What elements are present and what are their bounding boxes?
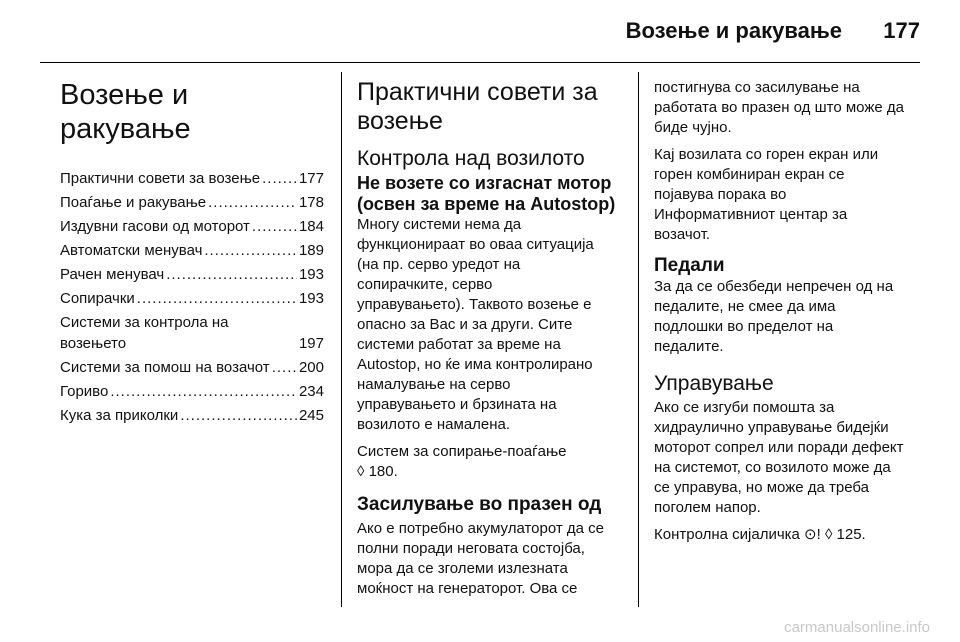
- toc-leader: [128, 333, 297, 354]
- toc-page: 193: [298, 290, 324, 307]
- steering-heading: Управување: [654, 372, 774, 395]
- watermark: carmanualsonline.info: [784, 619, 930, 636]
- brake-reference[interactable]: Систем за сопирање-поаѓање ◊ 180.: [357, 443, 567, 480]
- toc-item[interactable]: [60, 240, 324, 261]
- toc-item[interactable]: [60, 357, 324, 378]
- column-divider: [638, 72, 639, 607]
- toc-item[interactable]: [60, 288, 324, 309]
- idle-paragraph: Ако е потребно акумулаторот да се полни поради неговата состојба, мора да се зголеми излезната моќност на генераторот. Ова се: [357, 520, 605, 597]
- toc-page: 177: [298, 170, 324, 187]
- toc-page: 184: [298, 218, 324, 235]
- toc-leader: [137, 288, 297, 309]
- toc-item[interactable]: [60, 405, 324, 426]
- toc-leader: [166, 264, 297, 285]
- toc-label: Практични совети за возење: [60, 170, 261, 187]
- toc-leader: [208, 192, 297, 213]
- warning-light-reference[interactable]: Контролна сијаличка ⊙! ◊ 125.: [654, 526, 866, 543]
- content-column-1: [357, 72, 625, 606]
- toc-item[interactable]: [60, 381, 324, 402]
- idle-heading: Засилување во празен од: [357, 494, 602, 515]
- display-paragraph: Кај возилата со горен екран или горен комбиниран екран се појавува порака во Информативниот центар за возачот.: [654, 146, 879, 243]
- page-number: 177: [883, 18, 920, 43]
- steering-paragraph: Ако се изгуби помошта за хидраулично управување бидејќи моторот сопрел или поради дефект на системот, со возилото може да се управува, но може да треба поголем напор.: [654, 399, 904, 516]
- toc-page: 193: [298, 266, 324, 283]
- toc-leader: [110, 381, 297, 402]
- toc-page: 234: [298, 383, 324, 400]
- toc-leader: [262, 168, 297, 189]
- toc-page: 245: [298, 407, 324, 424]
- toc-item[interactable]: [60, 216, 324, 237]
- toc-leader: [180, 405, 297, 426]
- content-column-2: [654, 78, 926, 552]
- toc-item[interactable]: [60, 168, 324, 189]
- toc-label: Издувни гасови од моторот: [60, 218, 250, 235]
- toc-label: Рачен менувач: [60, 266, 165, 283]
- engine-off-heading: Не возете со изгаснат мотор (освен за време на Autostop): [357, 173, 616, 214]
- toc-label: Автоматски менувач: [60, 242, 203, 259]
- pedals-heading: Педали: [654, 255, 725, 276]
- toc-leader: [272, 357, 297, 378]
- section-title: Практични совети за возење: [357, 78, 598, 135]
- toc-item[interactable]: [60, 192, 324, 213]
- column-divider: [341, 72, 342, 607]
- header-rule: [40, 62, 920, 63]
- toc-page: 197: [298, 335, 324, 352]
- toc-column: [60, 72, 324, 429]
- toc-page: 178: [298, 194, 324, 211]
- toc-item[interactable]: [60, 312, 324, 354]
- idle-paragraph-continued: постигнува со засилување на работата во празен од што може да биде чујно.: [654, 79, 904, 136]
- engine-off-paragraph: Многу системи нема да функционираат во оваа ситуација (на пр. серво уредот на сопирачките, серво управувањето). Таквото возење е опасно за Вас и за други. Сите системи работат за време на Autostop, но ќе има контролирано намалување на серво управувањето и брзината на возилото е намалена.: [357, 216, 594, 433]
- toc-label: возењето: [60, 335, 127, 352]
- toc-page: 200: [298, 359, 324, 376]
- toc-label: Поаѓање и ракување: [60, 194, 207, 211]
- toc-item[interactable]: [60, 264, 324, 285]
- toc-label: Гориво: [60, 383, 109, 400]
- toc-label: Системи за помош на возачот: [60, 359, 270, 376]
- toc-label: Сопирачки: [60, 290, 135, 307]
- chapter-title: Возење и ракување: [60, 79, 191, 145]
- subsection-title: Контрола над возилото: [357, 147, 585, 170]
- page-header: [0, 0, 960, 64]
- toc-leader: [204, 240, 297, 261]
- toc-label: Кука за приколки: [60, 407, 179, 424]
- toc-page: 189: [298, 242, 324, 259]
- toc-label: Системи за контрола на: [60, 314, 229, 331]
- toc-leader: [252, 216, 297, 237]
- header-title: Возење и ракување: [625, 18, 842, 43]
- pedals-paragraph: За да се обезбеди непречен од на педалите, не смее да има подлошки во пределот на педалите.: [654, 278, 894, 355]
